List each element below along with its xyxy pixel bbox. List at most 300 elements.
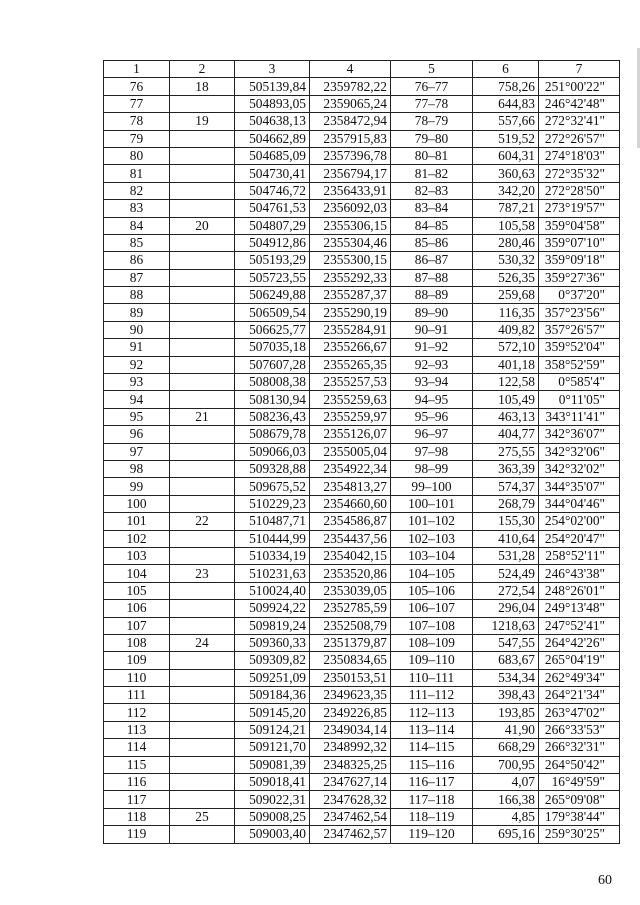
segment-cell: 77–78 xyxy=(391,95,473,112)
segment-cell: 82–83 xyxy=(391,182,473,199)
y-coordinate-cell: 2347627,14 xyxy=(310,774,391,791)
bearing-cell: 272°28'50" xyxy=(539,182,620,199)
segment-cell: 113–114 xyxy=(391,721,473,738)
bearing-cell: 259°30'25" xyxy=(539,826,620,843)
table-row xyxy=(104,182,620,199)
table-row xyxy=(104,513,620,530)
segment-cell: 108–109 xyxy=(391,634,473,651)
x-coordinate-cell: 509309,82 xyxy=(235,652,310,669)
segment-cell: 83–84 xyxy=(391,200,473,217)
x-coordinate-cell: 509184,36 xyxy=(235,687,310,704)
bearing-cell: 249°13'48" xyxy=(539,600,620,617)
point-group-cell: 23 xyxy=(170,565,235,582)
point-group-cell xyxy=(170,147,235,164)
point-number-cell: 101 xyxy=(104,513,170,530)
point-number-cell: 112 xyxy=(104,704,170,721)
point-group-cell xyxy=(170,95,235,112)
x-coordinate-cell: 506249,88 xyxy=(235,287,310,304)
point-number-cell: 102 xyxy=(104,530,170,547)
segment-cell: 94–95 xyxy=(391,391,473,408)
y-coordinate-cell: 2355005,04 xyxy=(310,443,391,460)
distance-cell: 695,16 xyxy=(473,826,539,843)
y-coordinate-cell: 2354813,27 xyxy=(310,478,391,495)
x-coordinate-cell: 508008,38 xyxy=(235,374,310,391)
point-group-cell xyxy=(170,321,235,338)
segment-cell: 78–79 xyxy=(391,113,473,130)
segment-cell: 110–111 xyxy=(391,669,473,686)
bearing-cell: 266°32'31" xyxy=(539,739,620,756)
segment-cell: 96–97 xyxy=(391,426,473,443)
point-number-cell: 105 xyxy=(104,582,170,599)
distance-cell: 668,29 xyxy=(473,739,539,756)
table-row xyxy=(104,826,620,843)
x-coordinate-cell: 507607,28 xyxy=(235,356,310,373)
distance-cell: 272,54 xyxy=(473,582,539,599)
point-group-cell xyxy=(170,721,235,738)
distance-cell: 166,38 xyxy=(473,791,539,808)
distance-cell: 259,68 xyxy=(473,287,539,304)
x-coordinate-cell: 510231,63 xyxy=(235,565,310,582)
coordinates-table-container xyxy=(103,60,619,844)
point-number-cell: 108 xyxy=(104,634,170,651)
bearing-cell: 247°52'41" xyxy=(539,617,620,634)
table-row xyxy=(104,391,620,408)
distance-cell: 530,32 xyxy=(473,252,539,269)
bearing-cell: 264°21'34" xyxy=(539,687,620,704)
distance-cell: 41,90 xyxy=(473,721,539,738)
y-coordinate-cell: 2355266,67 xyxy=(310,339,391,356)
x-coordinate-cell: 505139,84 xyxy=(235,78,310,95)
y-coordinate-cell: 2349623,35 xyxy=(310,687,391,704)
y-coordinate-cell: 2355306,15 xyxy=(310,217,391,234)
distance-cell: 342,20 xyxy=(473,182,539,199)
x-coordinate-cell: 509328,88 xyxy=(235,460,310,477)
bearing-cell: 272°32'41" xyxy=(539,113,620,130)
table-row xyxy=(104,443,620,460)
bearing-cell: 254°02'00" xyxy=(539,513,620,530)
x-coordinate-cell: 504730,41 xyxy=(235,165,310,182)
x-coordinate-cell: 510024,40 xyxy=(235,582,310,599)
column-header: 4 xyxy=(310,61,391,78)
distance-cell: 572,10 xyxy=(473,339,539,356)
segment-cell: 79–80 xyxy=(391,130,473,147)
x-coordinate-cell: 504685,09 xyxy=(235,147,310,164)
bearing-cell: 342°32'06" xyxy=(539,443,620,460)
distance-cell: 787,21 xyxy=(473,200,539,217)
distance-cell: 275,55 xyxy=(473,443,539,460)
distance-cell: 644,83 xyxy=(473,95,539,112)
bearing-cell: 246°43'38" xyxy=(539,565,620,582)
column-header: 6 xyxy=(473,61,539,78)
y-coordinate-cell: 2356794,17 xyxy=(310,165,391,182)
bearing-cell: 0°585'4" xyxy=(539,374,620,391)
bearing-cell: 344°35'07" xyxy=(539,478,620,495)
point-number-cell: 80 xyxy=(104,147,170,164)
y-coordinate-cell: 2350153,51 xyxy=(310,669,391,686)
x-coordinate-cell: 504746,72 xyxy=(235,182,310,199)
table-row xyxy=(104,634,620,651)
distance-cell: 280,46 xyxy=(473,234,539,251)
point-group-cell xyxy=(170,495,235,512)
point-group-cell xyxy=(170,443,235,460)
distance-cell: 401,18 xyxy=(473,356,539,373)
column-header: 2 xyxy=(170,61,235,78)
point-number-cell: 90 xyxy=(104,321,170,338)
point-group-cell xyxy=(170,530,235,547)
table-row xyxy=(104,478,620,495)
point-number-cell: 118 xyxy=(104,808,170,825)
y-coordinate-cell: 2359782,22 xyxy=(310,78,391,95)
segment-cell: 115–116 xyxy=(391,756,473,773)
segment-cell: 119–120 xyxy=(391,826,473,843)
segment-cell: 95–96 xyxy=(391,408,473,425)
distance-cell: 534,34 xyxy=(473,669,539,686)
bearing-cell: 274°18'03" xyxy=(539,147,620,164)
point-number-cell: 77 xyxy=(104,95,170,112)
point-number-cell: 113 xyxy=(104,721,170,738)
y-coordinate-cell: 2357915,83 xyxy=(310,130,391,147)
y-coordinate-cell: 2355304,46 xyxy=(310,234,391,251)
bearing-cell: 359°07'10" xyxy=(539,234,620,251)
point-number-cell: 116 xyxy=(104,774,170,791)
y-coordinate-cell: 2353520,86 xyxy=(310,565,391,582)
point-group-cell xyxy=(170,756,235,773)
table-row xyxy=(104,130,620,147)
x-coordinate-cell: 510487,71 xyxy=(235,513,310,530)
y-coordinate-cell: 2358472,94 xyxy=(310,113,391,130)
distance-cell: 758,26 xyxy=(473,78,539,95)
point-group-cell xyxy=(170,356,235,373)
bearing-cell: 251°00'22" xyxy=(539,78,620,95)
bearing-cell: 343°11'41" xyxy=(539,408,620,425)
x-coordinate-cell: 509675,52 xyxy=(235,478,310,495)
segment-cell: 97–98 xyxy=(391,443,473,460)
segment-cell: 80–81 xyxy=(391,147,473,164)
distance-cell: 360,63 xyxy=(473,165,539,182)
table-row xyxy=(104,78,620,95)
point-group-cell xyxy=(170,617,235,634)
point-number-cell: 97 xyxy=(104,443,170,460)
point-number-cell: 100 xyxy=(104,495,170,512)
segment-cell: 99–100 xyxy=(391,478,473,495)
table-row xyxy=(104,582,620,599)
y-coordinate-cell: 2355284,91 xyxy=(310,321,391,338)
distance-cell: 519,52 xyxy=(473,130,539,147)
point-number-cell: 89 xyxy=(104,304,170,321)
point-group-cell xyxy=(170,791,235,808)
page-number: 60 xyxy=(598,873,612,888)
distance-cell: 557,66 xyxy=(473,113,539,130)
point-group-cell xyxy=(170,182,235,199)
point-group-cell xyxy=(170,739,235,756)
y-coordinate-cell: 2359065,24 xyxy=(310,95,391,112)
coordinates-table xyxy=(103,60,620,844)
x-coordinate-cell: 509022,31 xyxy=(235,791,310,808)
bearing-cell: 248°26'01" xyxy=(539,582,620,599)
table-row xyxy=(104,687,620,704)
x-coordinate-cell: 509121,70 xyxy=(235,739,310,756)
x-coordinate-cell: 508236,43 xyxy=(235,408,310,425)
point-group-cell: 22 xyxy=(170,513,235,530)
distance-cell: 409,82 xyxy=(473,321,539,338)
segment-cell: 84–85 xyxy=(391,217,473,234)
table-row xyxy=(104,234,620,251)
bearing-cell: 272°35'32" xyxy=(539,165,620,182)
table-row xyxy=(104,374,620,391)
segment-cell: 93–94 xyxy=(391,374,473,391)
y-coordinate-cell: 2354437,56 xyxy=(310,530,391,547)
y-coordinate-cell: 2352785,59 xyxy=(310,600,391,617)
segment-cell: 111–112 xyxy=(391,687,473,704)
segment-cell: 114–115 xyxy=(391,739,473,756)
point-group-cell xyxy=(170,200,235,217)
x-coordinate-cell: 509124,21 xyxy=(235,721,310,738)
y-coordinate-cell: 2355259,97 xyxy=(310,408,391,425)
bearing-cell: 0°37'20" xyxy=(539,287,620,304)
point-number-cell: 92 xyxy=(104,356,170,373)
x-coordinate-cell: 504662,89 xyxy=(235,130,310,147)
bearing-cell: 272°26'57" xyxy=(539,130,620,147)
x-coordinate-cell: 504912,86 xyxy=(235,234,310,251)
segment-cell: 106–107 xyxy=(391,600,473,617)
table-row xyxy=(104,269,620,286)
distance-cell: 268,79 xyxy=(473,495,539,512)
bearing-cell: 246°42'48" xyxy=(539,95,620,112)
point-group-cell xyxy=(170,582,235,599)
bearing-cell: 263°47'02" xyxy=(539,704,620,721)
x-coordinate-cell: 510229,23 xyxy=(235,495,310,512)
table-row xyxy=(104,460,620,477)
table-row xyxy=(104,652,620,669)
y-coordinate-cell: 2354922,34 xyxy=(310,460,391,477)
distance-cell: 4,85 xyxy=(473,808,539,825)
table-row xyxy=(104,113,620,130)
bearing-cell: 266°33'53" xyxy=(539,721,620,738)
point-group-cell xyxy=(170,774,235,791)
distance-cell: 604,31 xyxy=(473,147,539,164)
distance-cell: 155,30 xyxy=(473,513,539,530)
point-number-cell: 117 xyxy=(104,791,170,808)
point-number-cell: 93 xyxy=(104,374,170,391)
bearing-cell: 357°26'57" xyxy=(539,321,620,338)
segment-cell: 86–87 xyxy=(391,252,473,269)
x-coordinate-cell: 509066,03 xyxy=(235,443,310,460)
bearing-cell: 358°52'59" xyxy=(539,356,620,373)
y-coordinate-cell: 2355265,35 xyxy=(310,356,391,373)
y-coordinate-cell: 2356433,91 xyxy=(310,182,391,199)
point-number-cell: 104 xyxy=(104,565,170,582)
segment-cell: 105–106 xyxy=(391,582,473,599)
point-number-cell: 103 xyxy=(104,547,170,564)
table-body xyxy=(104,78,620,843)
table-row xyxy=(104,721,620,738)
point-number-cell: 106 xyxy=(104,600,170,617)
table-row xyxy=(104,165,620,182)
y-coordinate-cell: 2355292,33 xyxy=(310,269,391,286)
x-coordinate-cell: 509360,33 xyxy=(235,634,310,651)
bearing-cell: 16°49'59" xyxy=(539,774,620,791)
x-coordinate-cell: 507035,18 xyxy=(235,339,310,356)
bearing-cell: 179°38'44" xyxy=(539,808,620,825)
table-row xyxy=(104,287,620,304)
y-coordinate-cell: 2355290,19 xyxy=(310,304,391,321)
point-number-cell: 109 xyxy=(104,652,170,669)
bearing-cell: 264°50'42" xyxy=(539,756,620,773)
table-row xyxy=(104,756,620,773)
table-row xyxy=(104,617,620,634)
table-row xyxy=(104,252,620,269)
segment-cell: 117–118 xyxy=(391,791,473,808)
distance-cell: 1218,63 xyxy=(473,617,539,634)
y-coordinate-cell: 2351379,87 xyxy=(310,634,391,651)
point-group-cell xyxy=(170,704,235,721)
point-group-cell xyxy=(170,287,235,304)
table-row xyxy=(104,739,620,756)
column-header: 3 xyxy=(235,61,310,78)
point-number-cell: 82 xyxy=(104,182,170,199)
x-coordinate-cell: 509251,09 xyxy=(235,669,310,686)
point-number-cell: 91 xyxy=(104,339,170,356)
distance-cell: 526,35 xyxy=(473,269,539,286)
point-group-cell xyxy=(170,391,235,408)
segment-cell: 92–93 xyxy=(391,356,473,373)
segment-cell: 100–101 xyxy=(391,495,473,512)
x-coordinate-cell: 509003,40 xyxy=(235,826,310,843)
distance-cell: 700,95 xyxy=(473,756,539,773)
point-group-cell xyxy=(170,600,235,617)
segment-cell: 104–105 xyxy=(391,565,473,582)
bearing-cell: 273°19'57" xyxy=(539,200,620,217)
x-coordinate-cell: 506625,77 xyxy=(235,321,310,338)
segment-cell: 116–117 xyxy=(391,774,473,791)
point-group-cell xyxy=(170,269,235,286)
x-coordinate-cell: 509145,20 xyxy=(235,704,310,721)
table-row xyxy=(104,339,620,356)
bearing-cell: 254°20'47" xyxy=(539,530,620,547)
point-group-cell xyxy=(170,547,235,564)
distance-cell: 105,58 xyxy=(473,217,539,234)
segment-cell: 103–104 xyxy=(391,547,473,564)
point-number-cell: 94 xyxy=(104,391,170,408)
point-number-cell: 87 xyxy=(104,269,170,286)
point-group-cell: 25 xyxy=(170,808,235,825)
point-group-cell xyxy=(170,165,235,182)
bearing-cell: 342°36'07" xyxy=(539,426,620,443)
segment-cell: 76–77 xyxy=(391,78,473,95)
point-number-cell: 110 xyxy=(104,669,170,686)
y-coordinate-cell: 2347628,32 xyxy=(310,791,391,808)
y-coordinate-cell: 2350834,65 xyxy=(310,652,391,669)
distance-cell: 105,49 xyxy=(473,391,539,408)
distance-cell: 683,67 xyxy=(473,652,539,669)
y-coordinate-cell: 2354660,60 xyxy=(310,495,391,512)
point-group-cell: 24 xyxy=(170,634,235,651)
point-group-cell xyxy=(170,460,235,477)
x-coordinate-cell: 504807,29 xyxy=(235,217,310,234)
distance-cell: 296,04 xyxy=(473,600,539,617)
bearing-cell: 258°52'11" xyxy=(539,547,620,564)
point-number-cell: 78 xyxy=(104,113,170,130)
segment-cell: 89–90 xyxy=(391,304,473,321)
column-header: 5 xyxy=(391,61,473,78)
y-coordinate-cell: 2354042,15 xyxy=(310,547,391,564)
table-row xyxy=(104,95,620,112)
segment-cell: 101–102 xyxy=(391,513,473,530)
table-row xyxy=(104,321,620,338)
x-coordinate-cell: 510444,99 xyxy=(235,530,310,547)
bearing-cell: 359°52'04" xyxy=(539,339,620,356)
table-row xyxy=(104,704,620,721)
y-coordinate-cell: 2348992,32 xyxy=(310,739,391,756)
point-number-cell: 119 xyxy=(104,826,170,843)
point-group-cell xyxy=(170,826,235,843)
point-number-cell: 76 xyxy=(104,78,170,95)
table-row xyxy=(104,356,620,373)
x-coordinate-cell: 505723,55 xyxy=(235,269,310,286)
point-number-cell: 81 xyxy=(104,165,170,182)
distance-cell: 531,28 xyxy=(473,547,539,564)
segment-cell: 85–86 xyxy=(391,234,473,251)
table-row xyxy=(104,530,620,547)
x-coordinate-cell: 508130,94 xyxy=(235,391,310,408)
y-coordinate-cell: 2355259,63 xyxy=(310,391,391,408)
y-coordinate-cell: 2355287,37 xyxy=(310,287,391,304)
distance-cell: 404,77 xyxy=(473,426,539,443)
y-coordinate-cell: 2347462,57 xyxy=(310,826,391,843)
point-number-cell: 83 xyxy=(104,200,170,217)
table-header-row xyxy=(104,61,620,78)
distance-cell: 574,37 xyxy=(473,478,539,495)
y-coordinate-cell: 2349226,85 xyxy=(310,704,391,721)
table-row xyxy=(104,791,620,808)
table-row xyxy=(104,669,620,686)
segment-cell: 107–108 xyxy=(391,617,473,634)
x-coordinate-cell: 509008,25 xyxy=(235,808,310,825)
distance-cell: 547,55 xyxy=(473,634,539,651)
point-number-cell: 88 xyxy=(104,287,170,304)
table-row xyxy=(104,565,620,582)
table-row xyxy=(104,217,620,234)
table-row xyxy=(104,200,620,217)
y-coordinate-cell: 2357396,78 xyxy=(310,147,391,164)
column-header: 1 xyxy=(104,61,170,78)
table-row xyxy=(104,426,620,443)
y-coordinate-cell: 2354586,87 xyxy=(310,513,391,530)
point-number-cell: 98 xyxy=(104,460,170,477)
point-group-cell xyxy=(170,478,235,495)
distance-cell: 410,64 xyxy=(473,530,539,547)
x-coordinate-cell: 509081,39 xyxy=(235,756,310,773)
x-coordinate-cell: 509924,22 xyxy=(235,600,310,617)
point-group-cell xyxy=(170,252,235,269)
bearing-cell: 344°04'46" xyxy=(539,495,620,512)
x-coordinate-cell: 504893,05 xyxy=(235,95,310,112)
segment-cell: 98–99 xyxy=(391,460,473,477)
y-coordinate-cell: 2352508,79 xyxy=(310,617,391,634)
distance-cell: 193,85 xyxy=(473,704,539,721)
table-row xyxy=(104,600,620,617)
segment-cell: 90–91 xyxy=(391,321,473,338)
y-coordinate-cell: 2355257,53 xyxy=(310,374,391,391)
x-coordinate-cell: 510334,19 xyxy=(235,547,310,564)
bearing-cell: 359°27'36" xyxy=(539,269,620,286)
point-number-cell: 86 xyxy=(104,252,170,269)
point-number-cell: 84 xyxy=(104,217,170,234)
distance-cell: 122,58 xyxy=(473,374,539,391)
segment-cell: 88–89 xyxy=(391,287,473,304)
bearing-cell: 359°04'58" xyxy=(539,217,620,234)
segment-cell: 87–88 xyxy=(391,269,473,286)
